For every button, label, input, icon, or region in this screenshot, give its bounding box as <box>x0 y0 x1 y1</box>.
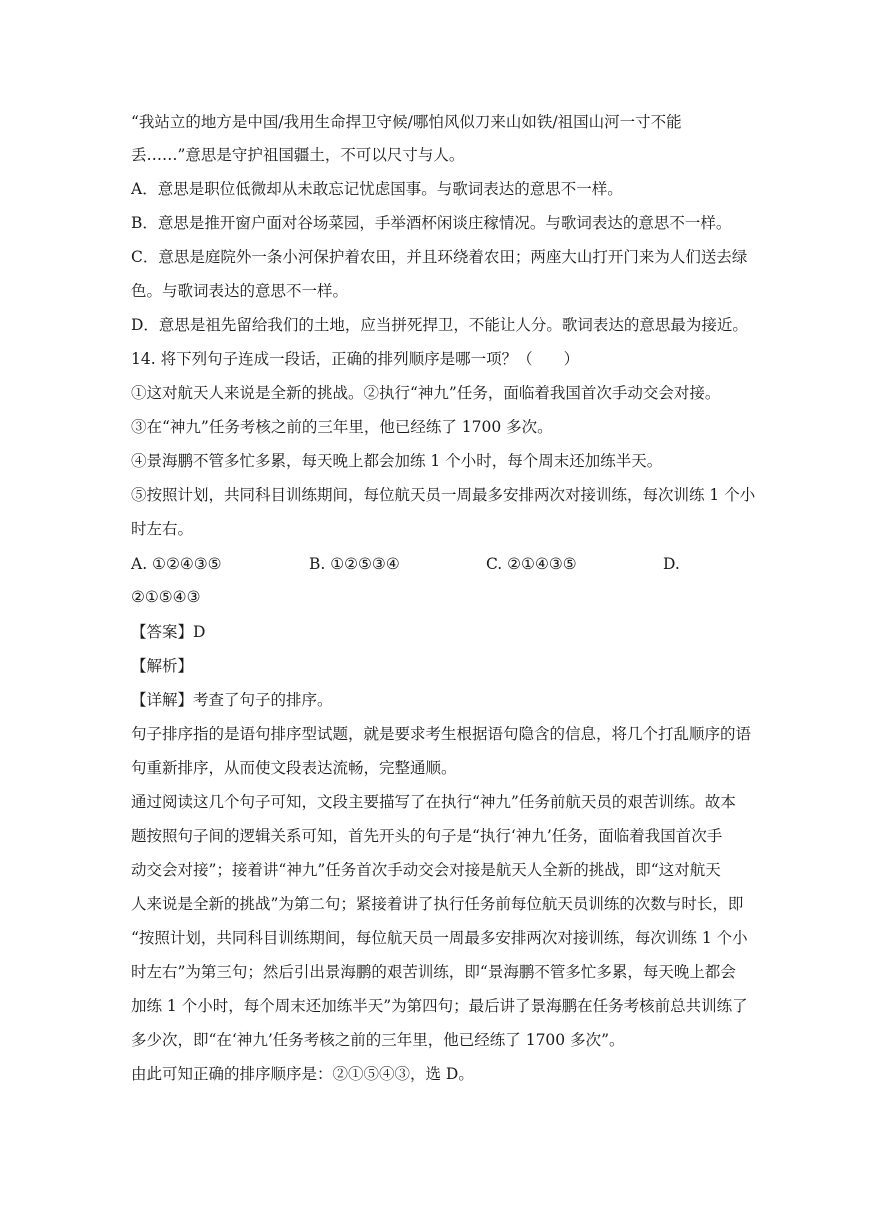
analysis-paragraph-2-line4: 人来说是全新的挑战”为第二句；紧接着讲了执行任务前每位航天员训练的次数与时长，即 <box>131 895 744 913</box>
option-b-explanation: B．意思是推开窗户面对谷场菜园，手举酒杯闲谈庄稼情况。与歌词表达的意思不一样。 <box>131 214 732 232</box>
option-d: D. <box>663 555 680 573</box>
sentence-5: ⑤按照计划，共同科目训练期间，每位航天员一周最多安排两次对接训练，每次训练 1 个小 <box>131 486 756 504</box>
analysis-paragraph-2-line7: 加练 1 个小时，每个周末还加练半天”为第四句；最后讲了景海鹏在任务考核前总共训练了 <box>131 997 748 1015</box>
sentence-4: ④景海鹏不管多忙多累，每天晚上都会加练 1 个小时，每个周末还加练半天。 <box>131 452 663 470</box>
option-c-explanation-cont: 色。与歌词表达的意思不一样。 <box>131 282 349 300</box>
analysis-paragraph-1-cont: 句重新排序，从而使文段表达流畅，完整通顺。 <box>131 759 457 777</box>
lyric-meaning-line: 丢……”意思是守护祖国疆土，不可以尺寸与人。 <box>131 146 465 164</box>
analysis-paragraph-1: 句子排序指的是语句排序型试题，就是要求考生根据语句隐含的信息，将几个打乱顺序的语 <box>131 725 752 743</box>
analysis-paragraph-2-line8: 多少次，即“在‘神九’任务考核之前的三年里，他已经练了 1700 多次”。 <box>131 1031 625 1049</box>
option-c-explanation: C．意思是庭院外一条小河保护着农田，并且环绕着农田；两座大山打开门来为人们送去绿 <box>131 248 748 266</box>
question-14-stem: 14. 将下列句子连成一段话，正确的排列顺序是哪一项？（ ） <box>131 350 580 368</box>
option-d-value: ②①⑤④③ <box>131 588 201 606</box>
option-a: A. ①②④③⑤ <box>131 555 222 573</box>
option-b: B. ①②⑤③④ <box>309 555 400 573</box>
sentences-1-2: ①这对航天人来说是全新的挑战。②执行“神九”任务，面临着我国首次手动交会对接。 <box>131 384 721 402</box>
sentence-5-cont: 时左右。 <box>131 520 194 538</box>
option-a-explanation: A．意思是职位低微却从未敢忘记忧虑国事。与歌词表达的意思不一样。 <box>131 180 623 198</box>
option-c: C. ②①④③⑤ <box>486 555 577 573</box>
analysis-paragraph-2-line5: “按照计划，共同科目训练期间，每位航天员一周最多安排两次对接训练，每次训练 1 个小 <box>131 929 748 947</box>
answer-options-row <box>131 553 751 575</box>
lyric-quote-line: “我站立的地方是中国/我用生命捍卫守候/哪怕风似刀来山如铁/祖国山河一寸不能 <box>131 113 682 131</box>
analysis-paragraph-2-line6: 时左右”为第三句；然后引出景海鹏的艰苦训练，即“景海鹏不管多忙多累，每天晚上都会 <box>131 963 736 981</box>
analysis-label: 【解析】 <box>131 657 194 675</box>
sentence-3: ③在“神九”任务考核之前的三年里，他已经练了 1700 多次。 <box>131 418 553 436</box>
analysis-paragraph-2: 通过阅读这几个句子可知，文段主要描写了在执行“神九”任务前航天员的艰苦训练。故本 <box>131 793 736 811</box>
analysis-paragraph-2-line2: 题按照句子间的逻辑关系可知，首先开头的句子是“执行‘神九’任务，面临着我国首次手 <box>131 827 723 845</box>
answer-label: 【答案】D <box>131 623 206 641</box>
analysis-paragraph-2-line3: 动交会对接”；接着讲“神九”任务首次手动交会对接是航天人全新的挑战，即“这对航天 <box>131 861 721 879</box>
conclusion-line: 由此可知正确的排序顺序是：②①⑤④③，选 D。 <box>131 1065 474 1083</box>
option-d-explanation: D．意思是祖先留给我们的土地，应当拼死捍卫，不能让人分。歌词表达的意思最为接近。 <box>131 316 748 334</box>
detail-label: 【详解】考查了句子的排序。 <box>131 691 333 709</box>
